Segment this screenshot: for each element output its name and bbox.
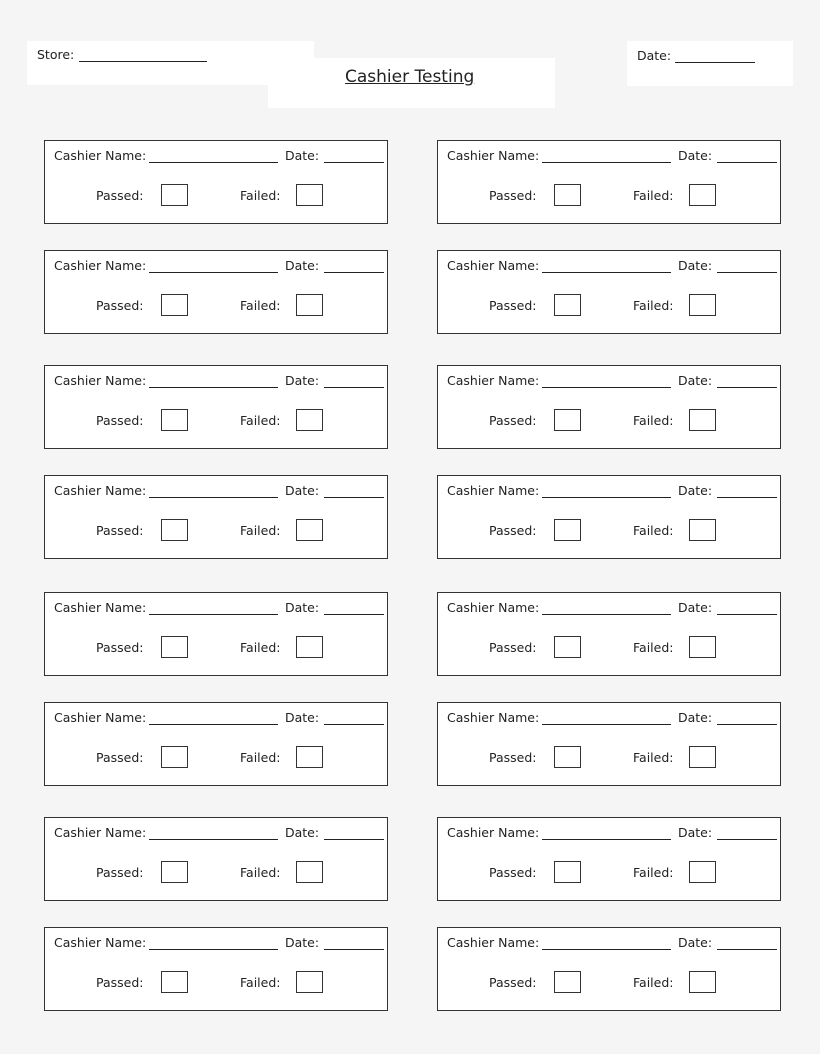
cashier-card-6	[437, 365, 781, 449]
passed-label: Passed:	[96, 298, 144, 313]
card-date-field[interactable]	[717, 387, 777, 388]
card-date-label: Date:	[678, 373, 713, 388]
failed-label: Failed:	[240, 413, 281, 428]
cashier-name-label: Cashier Name:	[54, 258, 147, 273]
cashier-name-field[interactable]	[149, 839, 278, 840]
card-date-field[interactable]	[717, 272, 777, 273]
cashier-card-3	[44, 250, 388, 334]
passed-checkbox[interactable]	[161, 636, 188, 658]
cashier-name-label: Cashier Name:	[447, 148, 540, 163]
passed-label: Passed:	[489, 750, 537, 765]
cashier-name-field[interactable]	[149, 614, 278, 615]
card-date-field[interactable]	[324, 387, 384, 388]
failed-checkbox[interactable]	[296, 294, 323, 316]
card-date-label: Date:	[285, 710, 320, 725]
cashier-name-field[interactable]	[542, 839, 671, 840]
date-label: Date:	[637, 48, 672, 63]
passed-checkbox[interactable]	[554, 971, 581, 993]
passed-label: Passed:	[96, 750, 144, 765]
passed-checkbox[interactable]	[554, 294, 581, 316]
failed-label: Failed:	[633, 523, 674, 538]
cashier-name-label: Cashier Name:	[54, 148, 147, 163]
passed-label: Passed:	[96, 413, 144, 428]
failed-label: Failed:	[240, 975, 281, 990]
page-title: Cashier Testing	[345, 67, 475, 87]
cashier-name-label: Cashier Name:	[54, 373, 147, 388]
cashier-card-5	[44, 365, 388, 449]
cashier-card-13	[44, 817, 388, 901]
cashier-name-label: Cashier Name:	[447, 373, 540, 388]
passed-label: Passed:	[96, 975, 144, 990]
cashier-card-4	[437, 250, 781, 334]
store-field[interactable]	[79, 61, 207, 62]
passed-label: Passed:	[489, 975, 537, 990]
passed-checkbox[interactable]	[161, 519, 188, 541]
passed-checkbox[interactable]	[554, 519, 581, 541]
passed-checkbox[interactable]	[161, 294, 188, 316]
failed-label: Failed:	[240, 750, 281, 765]
card-date-label: Date:	[678, 710, 713, 725]
passed-checkbox[interactable]	[554, 409, 581, 431]
cashier-card-8	[437, 475, 781, 559]
cashier-name-label: Cashier Name:	[447, 258, 540, 273]
cashier-card-11	[44, 702, 388, 786]
cashier-name-label: Cashier Name:	[54, 600, 147, 615]
card-date-label: Date:	[678, 258, 713, 273]
failed-label: Failed:	[633, 975, 674, 990]
passed-label: Passed:	[489, 413, 537, 428]
passed-label: Passed:	[489, 188, 537, 203]
passed-label: Passed:	[96, 188, 144, 203]
date-field[interactable]	[675, 62, 755, 63]
card-date-label: Date:	[678, 825, 713, 840]
failed-checkbox[interactable]	[296, 971, 323, 993]
passed-label: Passed:	[96, 523, 144, 538]
passed-checkbox[interactable]	[554, 861, 581, 883]
cashier-card-10	[437, 592, 781, 676]
cashier-name-field[interactable]	[542, 614, 671, 615]
card-date-field[interactable]	[324, 839, 384, 840]
failed-checkbox[interactable]	[689, 861, 716, 883]
failed-label: Failed:	[633, 750, 674, 765]
cashier-card-9	[44, 592, 388, 676]
failed-label: Failed:	[240, 523, 281, 538]
cashier-name-label: Cashier Name:	[54, 825, 147, 840]
card-date-field[interactable]	[717, 839, 777, 840]
store-label: Store:	[37, 47, 75, 62]
failed-label: Failed:	[633, 865, 674, 880]
card-date-field[interactable]	[324, 949, 384, 950]
failed-label: Failed:	[633, 413, 674, 428]
cashier-card-15	[44, 927, 388, 1011]
failed-checkbox[interactable]	[296, 409, 323, 431]
card-date-label: Date:	[678, 483, 713, 498]
card-date-field[interactable]	[324, 614, 384, 615]
cashier-name-field[interactable]	[542, 724, 671, 725]
cashier-name-label: Cashier Name:	[447, 710, 540, 725]
cashier-name-field[interactable]	[542, 497, 671, 498]
failed-checkbox[interactable]	[689, 636, 716, 658]
card-date-label: Date:	[285, 373, 320, 388]
cashier-name-field[interactable]	[149, 949, 278, 950]
passed-checkbox[interactable]	[554, 636, 581, 658]
card-date-label: Date:	[285, 258, 320, 273]
cashier-name-field[interactable]	[542, 949, 671, 950]
failed-checkbox[interactable]	[689, 971, 716, 993]
cashier-card-1	[44, 140, 388, 224]
failed-checkbox[interactable]	[296, 746, 323, 768]
passed-label: Passed:	[96, 865, 144, 880]
cashier-card-2	[437, 140, 781, 224]
failed-checkbox[interactable]	[689, 409, 716, 431]
date-panel	[627, 41, 793, 86]
card-date-field[interactable]	[717, 497, 777, 498]
failed-checkbox[interactable]	[296, 519, 323, 541]
card-date-label: Date:	[285, 825, 320, 840]
cashier-name-field[interactable]	[542, 272, 671, 273]
card-date-label: Date:	[285, 935, 320, 950]
cashier-card-12	[437, 702, 781, 786]
passed-label: Passed:	[489, 523, 537, 538]
passed-label: Passed:	[96, 640, 144, 655]
cashier-card-16	[437, 927, 781, 1011]
card-date-field[interactable]	[324, 724, 384, 725]
card-date-label: Date:	[285, 600, 320, 615]
cashier-name-field[interactable]	[149, 497, 278, 498]
card-date-label: Date:	[678, 935, 713, 950]
card-date-field[interactable]	[324, 497, 384, 498]
card-date-label: Date:	[285, 483, 320, 498]
failed-checkbox[interactable]	[689, 746, 716, 768]
card-date-label: Date:	[678, 148, 713, 163]
passed-checkbox[interactable]	[554, 746, 581, 768]
passed-label: Passed:	[489, 640, 537, 655]
failed-label: Failed:	[240, 298, 281, 313]
passed-label: Passed:	[489, 298, 537, 313]
failed-label: Failed:	[240, 640, 281, 655]
cashier-card-7	[44, 475, 388, 559]
failed-checkbox[interactable]	[689, 519, 716, 541]
cashier-name-field[interactable]	[149, 387, 278, 388]
cashier-name-label: Cashier Name:	[447, 825, 540, 840]
cashier-name-label: Cashier Name:	[447, 600, 540, 615]
passed-checkbox[interactable]	[161, 409, 188, 431]
card-date-field[interactable]	[717, 949, 777, 950]
failed-label: Failed:	[240, 865, 281, 880]
cashier-card-14	[437, 817, 781, 901]
passed-checkbox[interactable]	[554, 184, 581, 206]
cashier-name-label: Cashier Name:	[447, 935, 540, 950]
failed-checkbox[interactable]	[296, 184, 323, 206]
failed-checkbox[interactable]	[689, 184, 716, 206]
card-date-field[interactable]	[324, 162, 384, 163]
passed-checkbox[interactable]	[161, 971, 188, 993]
cashier-name-label: Cashier Name:	[54, 483, 147, 498]
cashier-name-label: Cashier Name:	[54, 710, 147, 725]
card-date-field[interactable]	[717, 724, 777, 725]
failed-checkbox[interactable]	[689, 294, 716, 316]
card-date-label: Date:	[678, 600, 713, 615]
passed-label: Passed:	[489, 865, 537, 880]
passed-checkbox[interactable]	[161, 184, 188, 206]
failed-checkbox[interactable]	[296, 636, 323, 658]
failed-label: Failed:	[633, 640, 674, 655]
cashier-name-label: Cashier Name:	[54, 935, 147, 950]
card-date-label: Date:	[285, 148, 320, 163]
card-date-field[interactable]	[324, 272, 384, 273]
cashier-name-label: Cashier Name:	[447, 483, 540, 498]
card-date-field[interactable]	[717, 162, 777, 163]
card-date-field[interactable]	[717, 614, 777, 615]
cashier-name-field[interactable]	[542, 162, 671, 163]
cashier-name-field[interactable]	[149, 272, 278, 273]
cashier-name-field[interactable]	[149, 162, 278, 163]
failed-label: Failed:	[633, 298, 674, 313]
cashier-name-field[interactable]	[542, 387, 671, 388]
failed-label: Failed:	[240, 188, 281, 203]
cashier-name-field[interactable]	[149, 724, 278, 725]
passed-checkbox[interactable]	[161, 746, 188, 768]
failed-checkbox[interactable]	[296, 861, 323, 883]
title-panel	[268, 58, 555, 108]
passed-checkbox[interactable]	[161, 861, 188, 883]
failed-label: Failed:	[633, 188, 674, 203]
